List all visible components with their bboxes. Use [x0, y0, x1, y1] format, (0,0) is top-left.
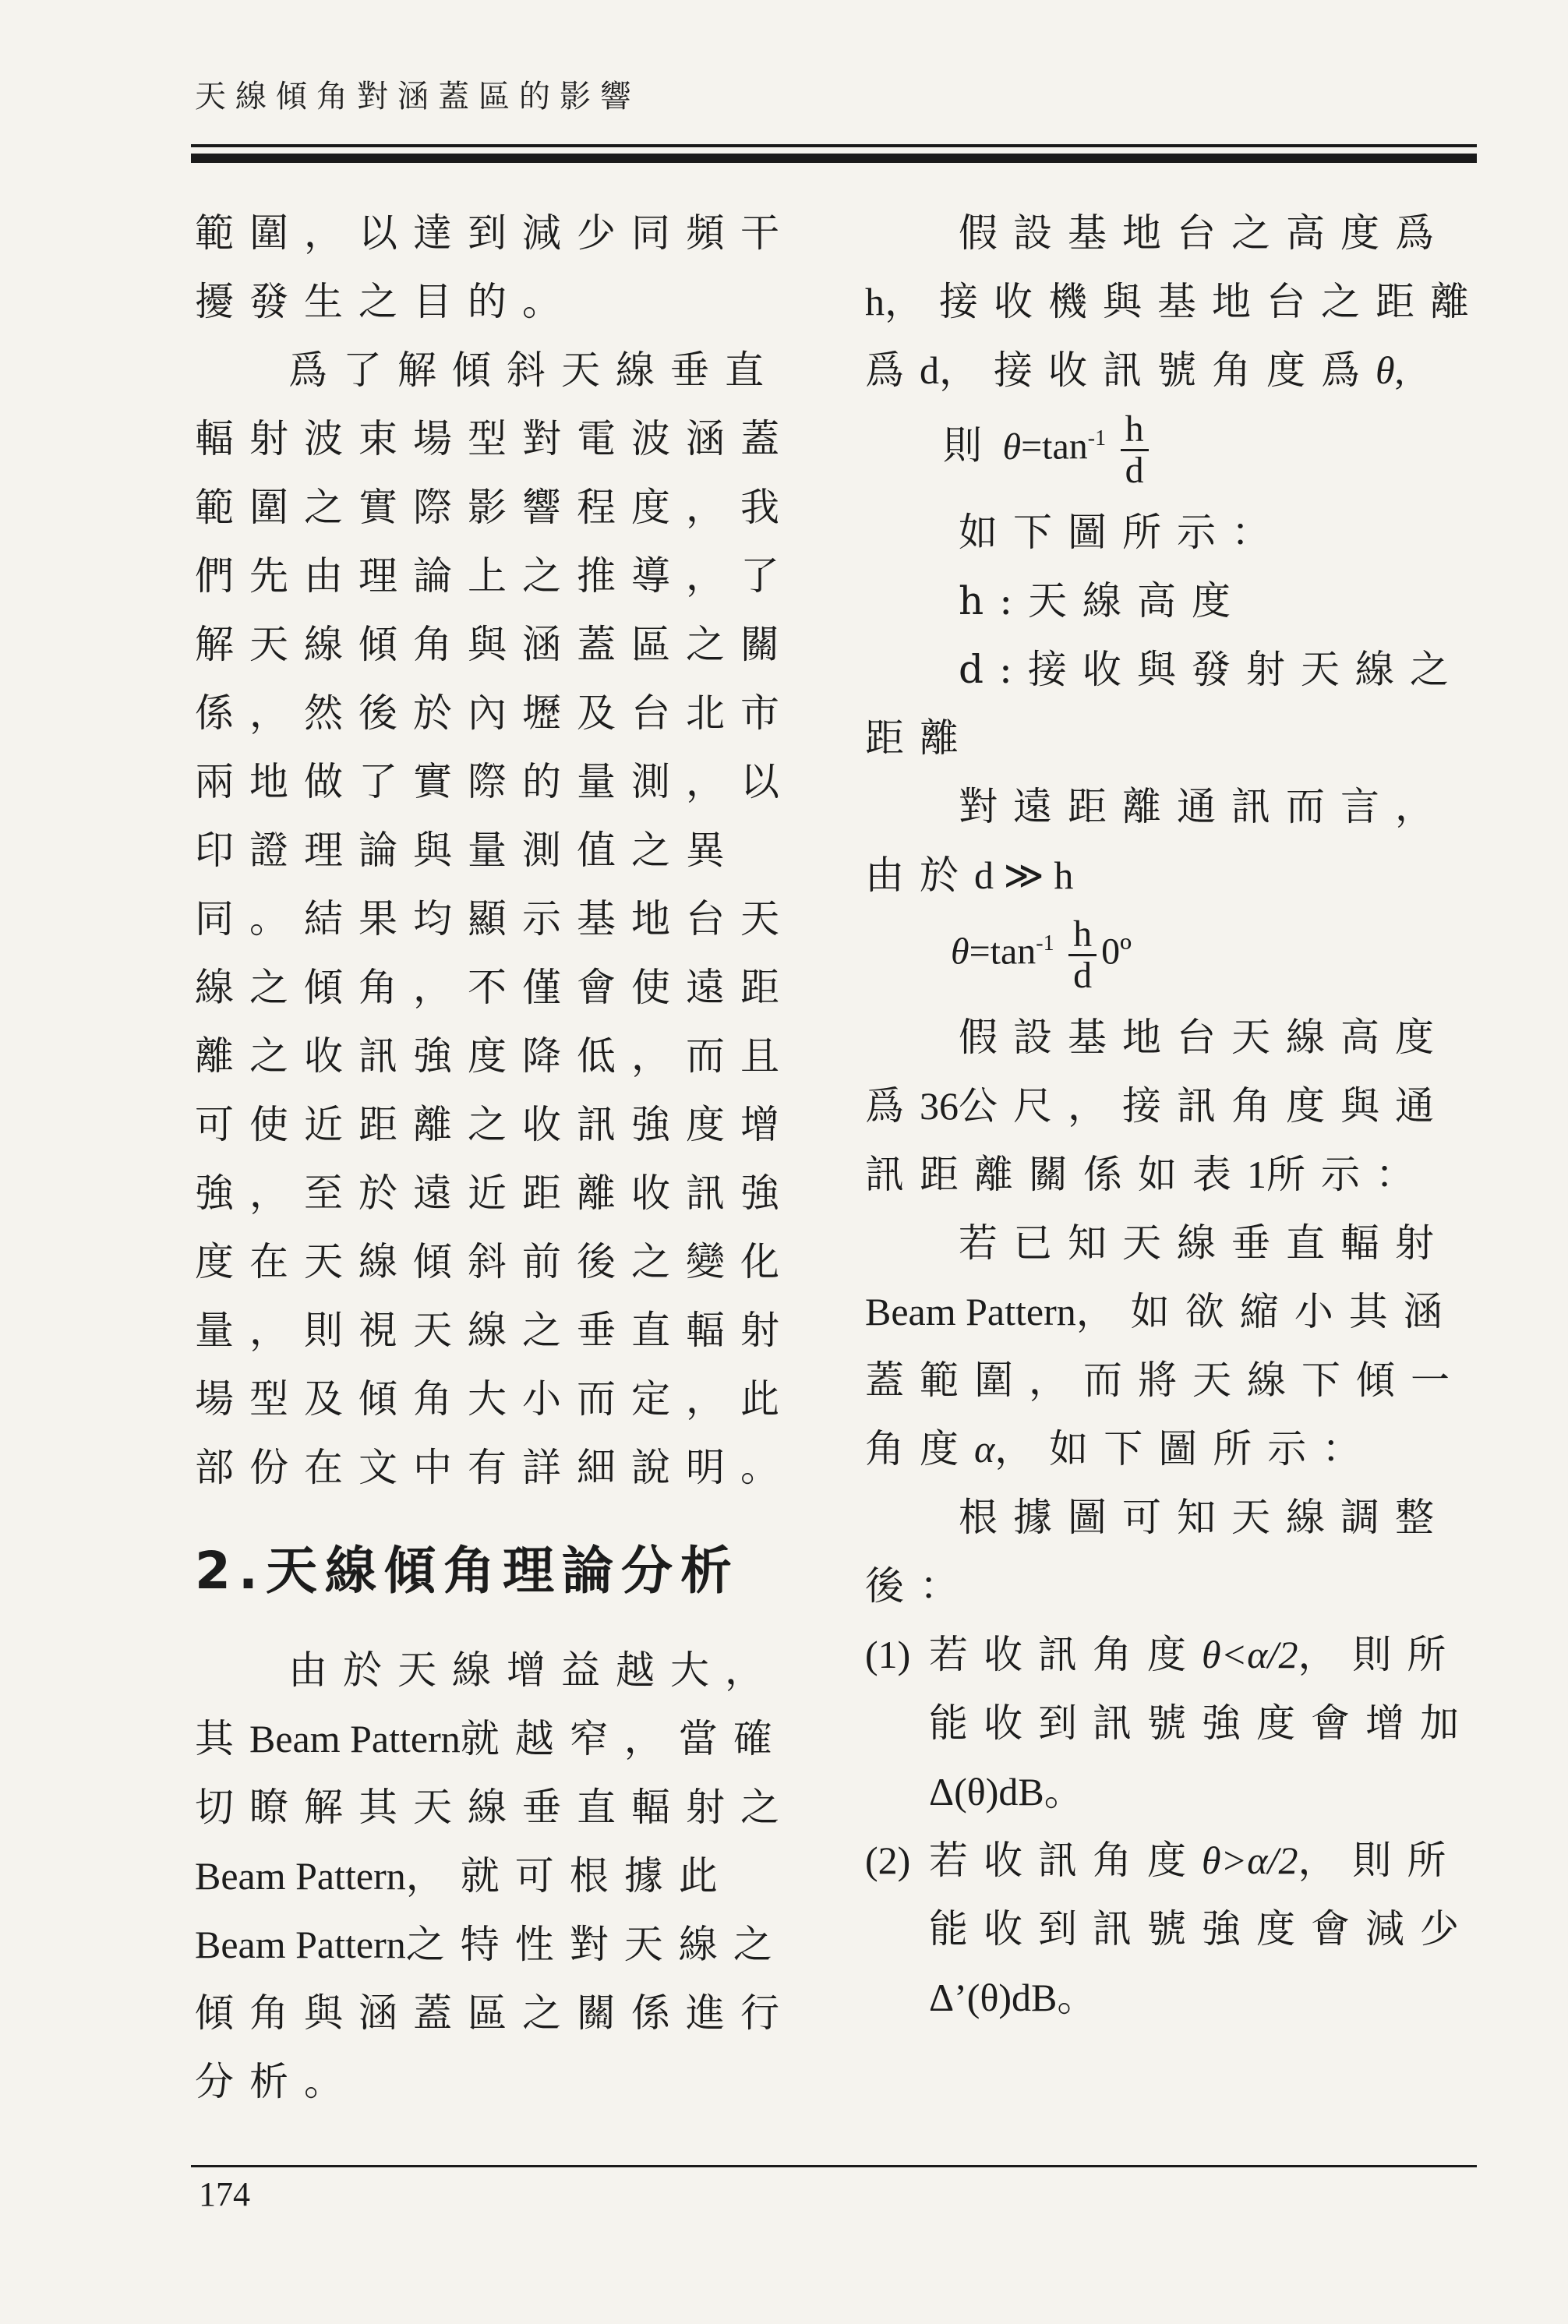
list-item: (1) 若收訊角度θ<α/2，則所能收到訊號強度會增加Δ(θ)dB。 — [865, 1632, 1474, 1814]
definition-h: h:天線高度 — [959, 578, 1247, 623]
right-paragraph-4: 假設基地台天線高度爲36公尺，接訊角度與通訊距離關係如表1所示： — [865, 1015, 1450, 1197]
right-column — [865, 199, 1489, 2032]
equation-1: 則 $\theta=\tan^{-1}$ $\frac{h}{d}$ — [865, 404, 1489, 498]
right-paragraph-5: 若已知天線垂直輻射Beam Pattern，如欲縮小其涵蓋範圍，而將天線下傾一角度α，如下圖所示： — [865, 1220, 1465, 1471]
running-title: 天線傾角對涵蓋區的影響 — [195, 79, 641, 115]
right-paragraph-3: 對遠距離通訊而言，由於d ≫ h — [865, 784, 1450, 898]
right-paragraph-2: 如下圖所示： — [959, 510, 1286, 555]
header-rule-thin — [191, 144, 1477, 147]
footer-rule — [191, 2165, 1477, 2167]
left-column — [195, 199, 810, 2116]
right-paragraph-1: 假設基地台之高度爲h，接收機與基地台之距離爲d，接收訊號角度爲θ, — [865, 210, 1485, 393]
left-paragraph-2: 爲了解傾斜天線垂直輻射波束場型對電波涵蓋範圍之實際影響程度，我們先由理論上之推導，了解天線傾角與涵蓋區之關係，然後於內壢及台北市兩地做了實際的量測，以印證理論與量測值之異同。結果均顯示基地台天線之傾角，不僅會使遠距離之收訊強度降低，而且可使近距離之收訊強度增強，至於遠近距離收訊強度在天線傾斜前後之變化量，則視天線之垂直輻射場型及傾角大小而定，此部份在文中有詳細說明。 — [195, 348, 795, 1490]
header-rule-thick — [191, 154, 1477, 163]
page-number: 174 — [199, 2175, 250, 2213]
section-heading: 2.天線傾角理論分析 — [195, 1541, 740, 1601]
left-paragraph-3: 由於天線增益越大，其Beam Pattern就越窄，當確切瞭解其天線垂直輻射之Beam Pattern，就可根據此Beam Pattern之特性對天線之傾角與涵蓋區之關係進行分析。 — [195, 1648, 795, 2104]
right-paragraph-6: 根據圖可知天線調整後： — [865, 1495, 1450, 1609]
list-item: (2) 若收訊角度θ>α/2，則所能收到訊號強度會減少Δ’(θ)dB。 — [865, 1838, 1474, 2020]
left-paragraph-1: 範圍，以達到減少同頻干擾發生之目的。 — [195, 210, 795, 324]
equation-2: $\theta=\tan^{-1}$ $\frac{h}{d}$ 0º — [951, 913, 1132, 996]
definition-d: d:接收與發射天線之距離 — [865, 647, 1464, 761]
